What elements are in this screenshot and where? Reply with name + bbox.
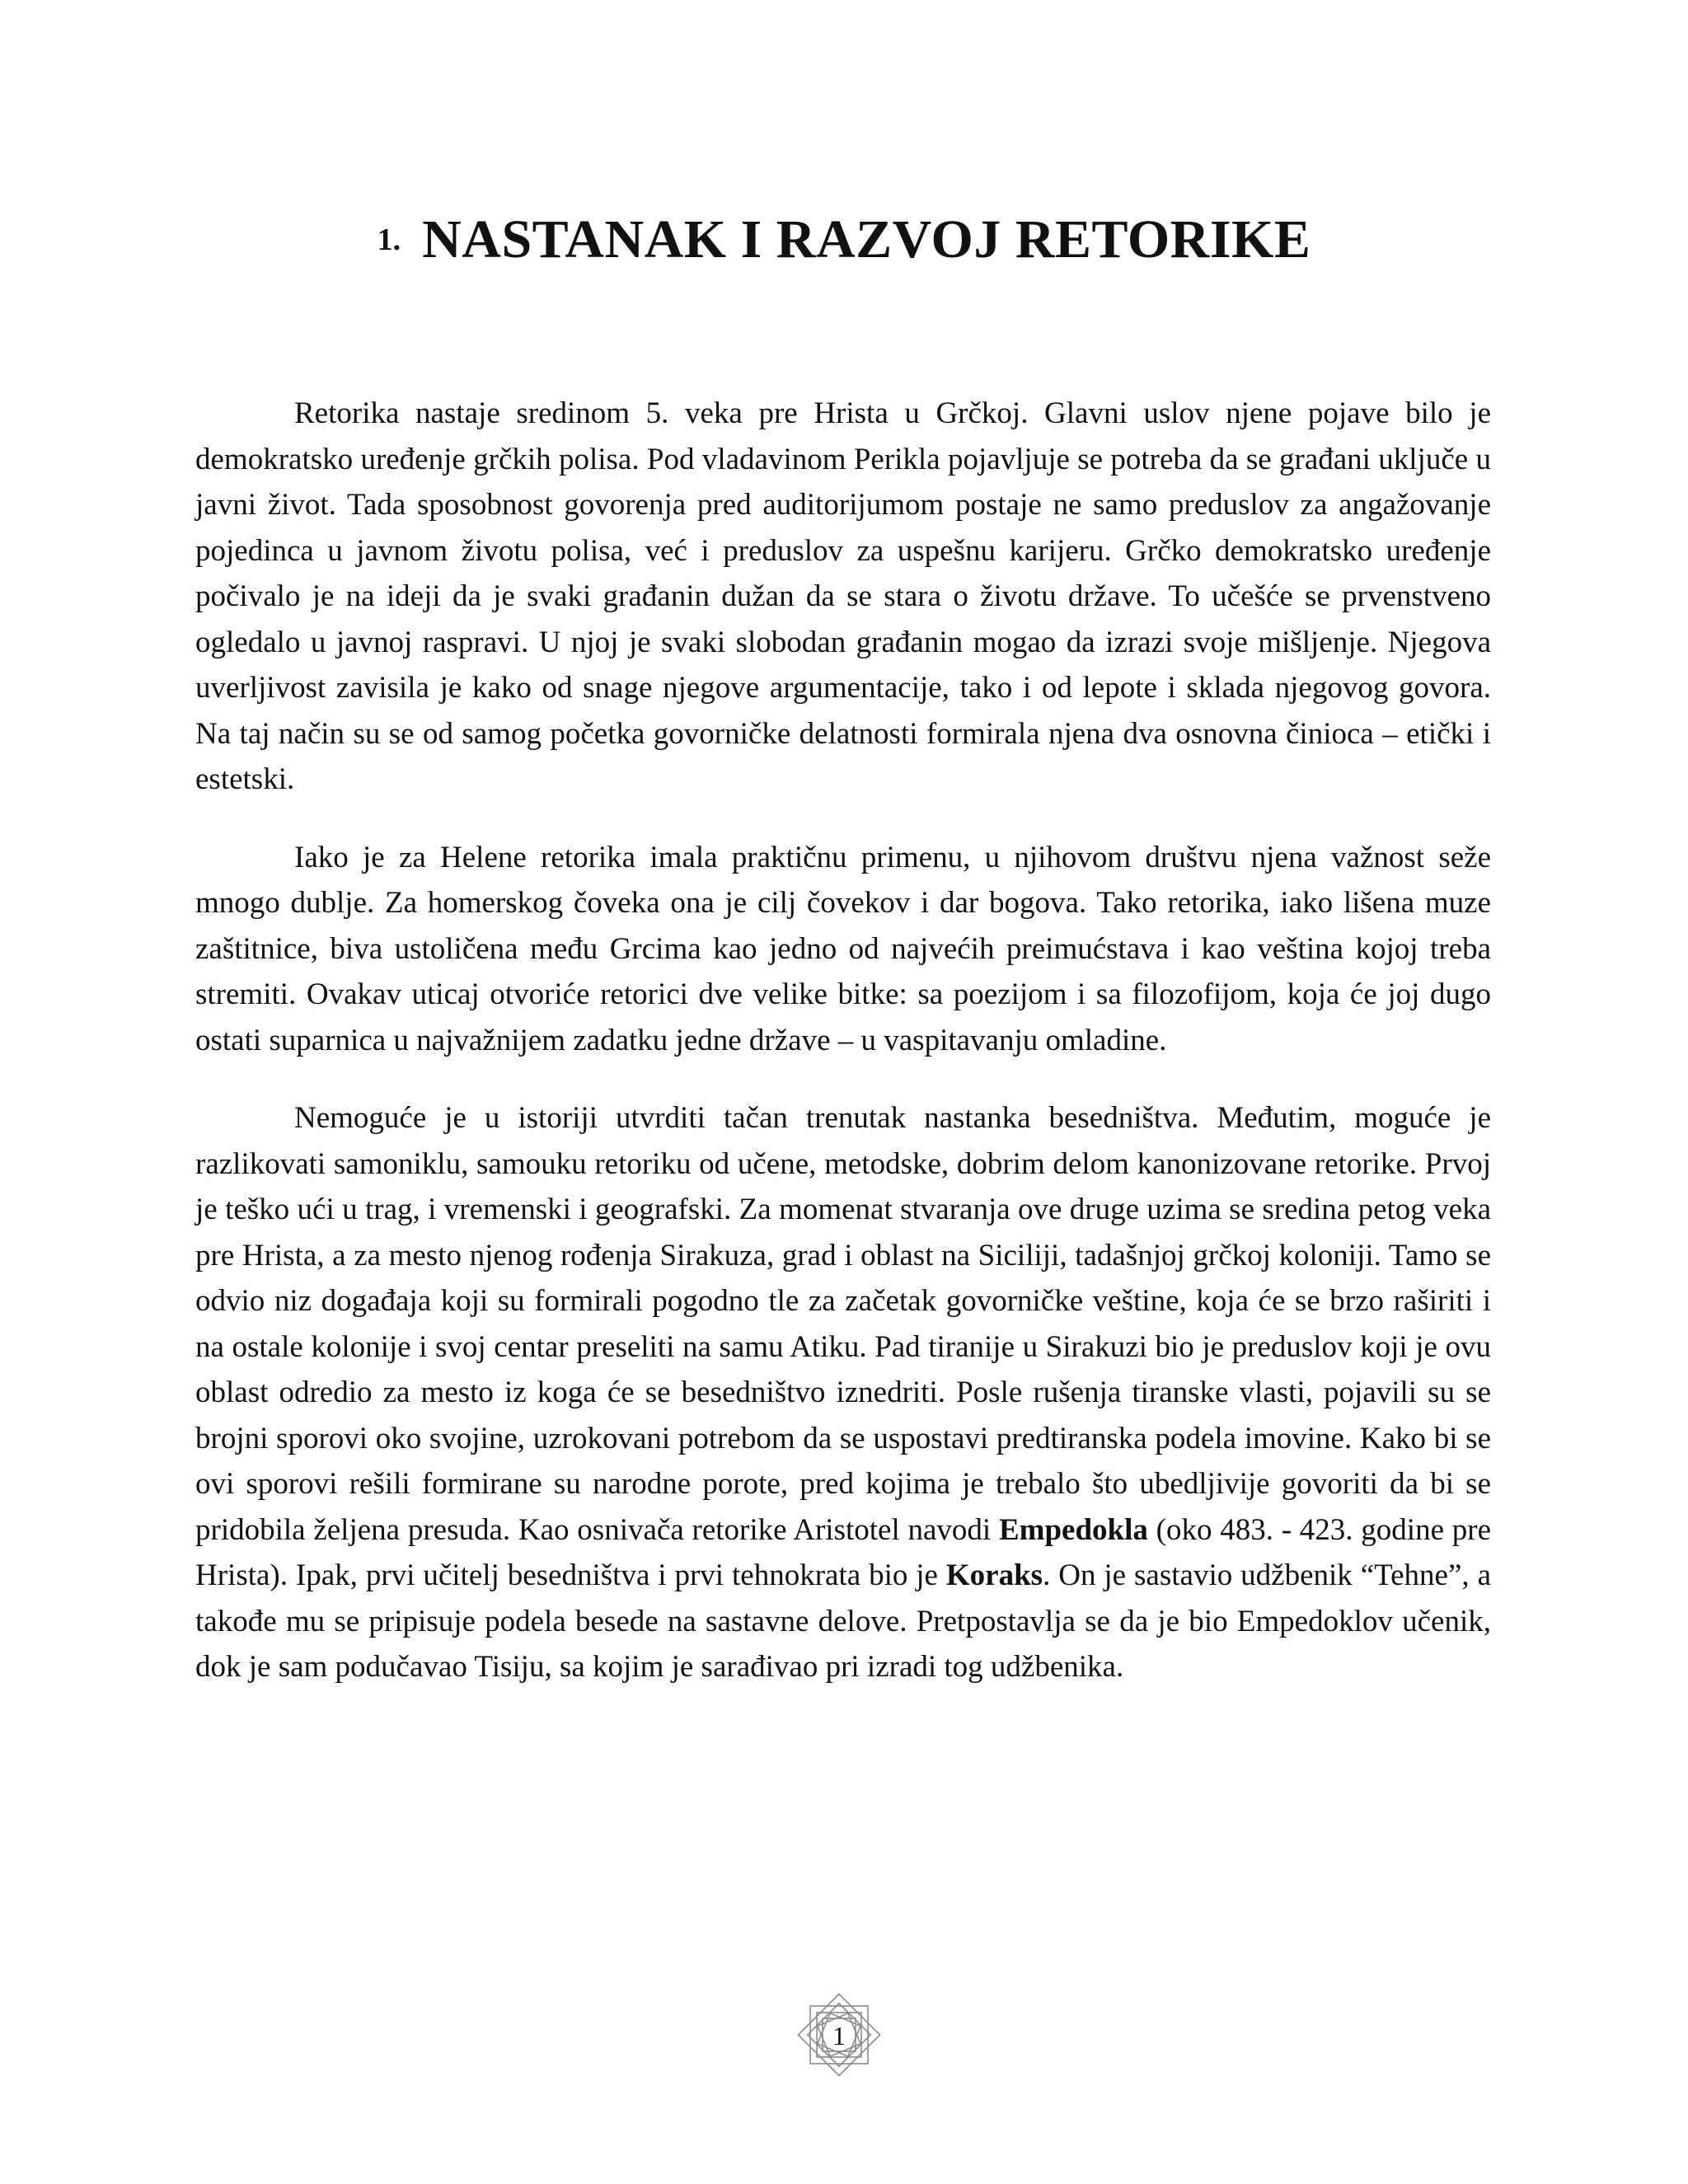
- paragraph-2: [195, 835, 1491, 1064]
- paragraph-1: [195, 391, 1491, 803]
- chapter-title: NASTANAK I RAZVOJ RETORIKE: [422, 209, 1311, 270]
- paragraph-3-text-part-1: Nemoguće je u istoriji utvrditi tačan trenutak nastanka besedništva. Međutim, moguće je razlikovati samoniklu, samouku retoriku od učene, metodske, dobrim delom kanonizovane retorike. Prvoj je teško ući u trag, i vremenski i geografski. Za momenat stvaranja ove druge uzima se sredina petog veka pre Hrista, a za mesto njenog rođenja Sirakuza, grad i oblast na Siciliji, tadašnjoj grčkoj koloniji. Tamo se odvio niz događaja koji su formirali pogodno tle za začetak govorničke veštine, koja će se brzo raširiti i na ostale kolonije i svoj centar preseliti na samu Atiku. Pad tiranije u Sirakuzi bio je preduslov koji je ovu oblast odredio za mesto iz koga će se besedništvo iznedriti. Posle rušenja tiranske vlasti, pojavili su se brojni sporovi oko svojine, uzrokovani potrebom da se uspostavi predtiranska podela imovine. Kako bi se ovi sporovi rešili formirane su narodne porote, pred kojima je trebalo što ubedljivije govoriti da bi se pridobila željena presuda. Kao osnivača retorike Aristotel navodi: [195, 1101, 1491, 1547]
- name-empedokla: Empedokla: [998, 1512, 1148, 1547]
- paragraph-3-text-part-3: . On je sastavio udžbenik “Tehne”, a takođe mu se pripisuje podela besede na sastavne delove. Pretpostavlja se da je bio Empedoklov učenik, dok je sam podučavao Tisiju, sa kojim je sarađivao pri izradi tog udžbenika.: [195, 1558, 1491, 1684]
- body-text: [195, 391, 1491, 1722]
- page-number: 1: [832, 2021, 846, 2050]
- paragraph-3: [195, 1095, 1491, 1690]
- chapter-number: 1.: [377, 223, 401, 258]
- paragraph-2-text: Iako je za Helene retorika imala praktičnu primenu, u njihovom društvu njena važnost seže mnogo dublje. Za homerskog čoveka ona je cilj čovekov i dar bogova. Tako retorika, iako lišena muze zaštitnice, biva ustoličena među Grcima kao jedno od najvećih preimućstava i kao veština kojoj treba stremiti. Ovakav uticaj otvoriće retorici dve velike bitke: sa poezijom i sa filozofijom, koja će joj dugo ostati suparnica u najvažnijem zadatku jedne države – u vaspitavanju omladine.: [195, 840, 1491, 1057]
- paragraph-3-text-part-2: (oko 483. - 423. godine pre Hrista). Ipak, prvi učitelj besedništva i prvi tehnokrata bio je: [195, 1512, 1491, 1592]
- page-number-badge: [794, 1990, 884, 2080]
- chapter-heading: [0, 209, 1688, 271]
- name-koraks: Koraks: [945, 1558, 1043, 1592]
- paragraph-1-text: Retorika nastaje sredinom 5. veka pre Hrista u Grčkoj. Glavni uslov njene pojave bilo je demokratsko uređenje grčkih polisa. Pod vladavinom Perikla pojavljuje se potreba da se građani uključe u javni život. Tada sposobnost govorenja pred auditorijumom postaje ne samo preduslov za angažovanje pojedinca u javnom životu polisa, već i preduslov za uspešnu karijeru. Grčko demokratsko uređenje počivalo je na ideji da je svaki građanin dužan da se stara o životu države. To učešće se prvenstveno ogledalo u javnoj raspravi. U njoj je svaki slobodan građanin mogao da izrazi svoje mišljenje. Njegova uverljivost zavisila je kako od snage njegove argumentacije, tako i od lepote i sklada njegovog govora. Na taj način su se od samog početka govorničke delatnosti formirala njena dva osnovna činioca – etički i estetski.: [195, 396, 1491, 796]
